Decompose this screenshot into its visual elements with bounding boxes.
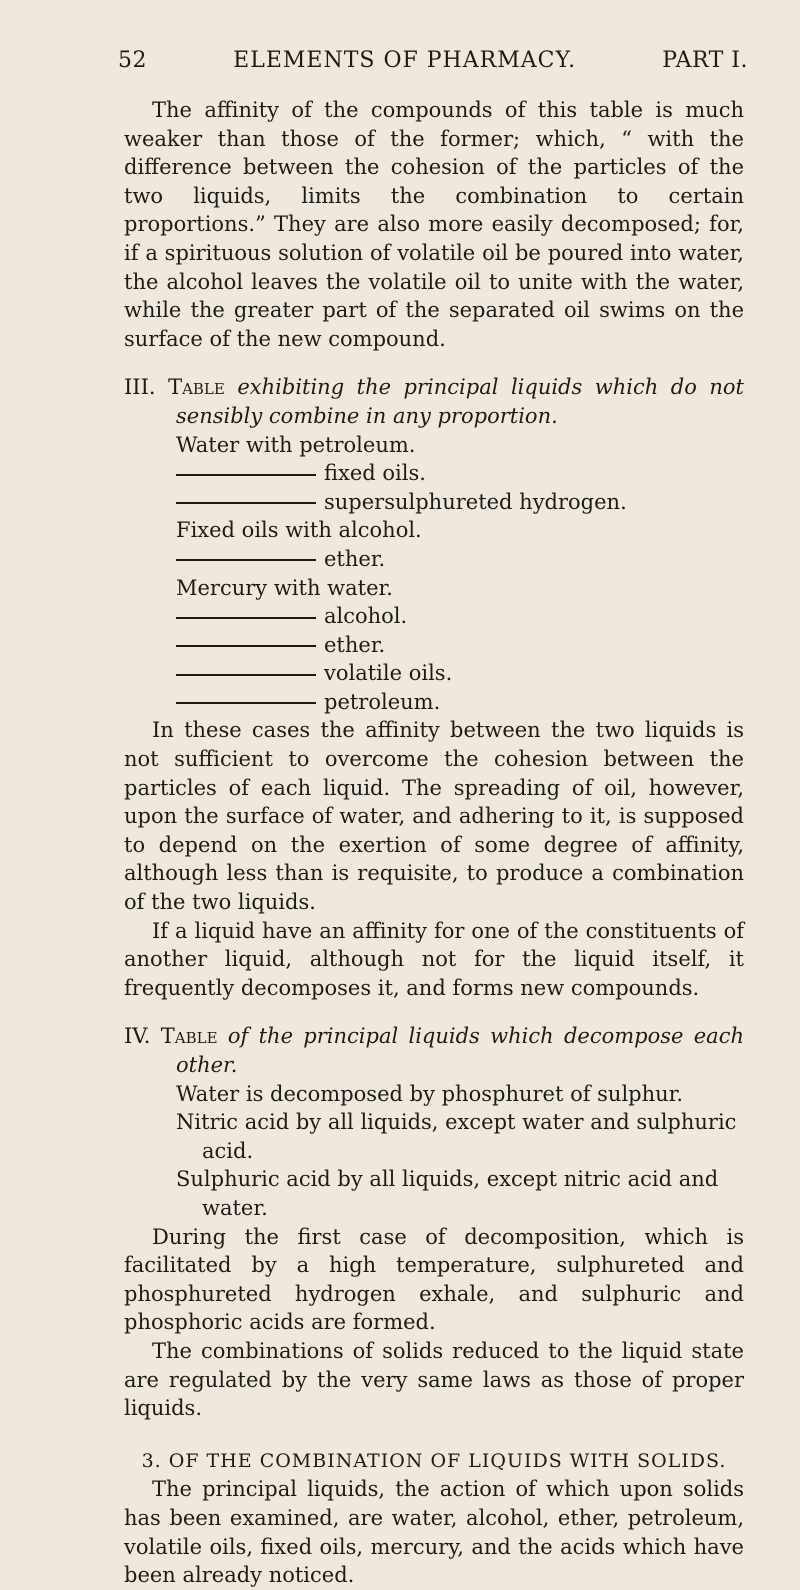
table-iii-item <box>176 431 744 460</box>
table-iii-item-text: supersulphureted hydrogen. <box>324 489 627 514</box>
table-iii-item <box>176 488 744 517</box>
table-iv-heading <box>124 1022 744 1079</box>
part-label: PART I. <box>662 48 748 73</box>
ditto-rule <box>176 502 316 504</box>
table-iii-item <box>176 574 744 603</box>
paragraph-decomposition: During the first case of decomposition, which is facilitated by a high temperature, sulphureted and phosphureted hydrogen exhale, and sulphuric and phosphoric acids are formed. <box>124 1224 744 1335</box>
table-iii-item <box>176 459 744 488</box>
table-iii-heading <box>124 373 744 430</box>
table-iii-item <box>176 659 744 688</box>
table-iii-item-text: petroleum. <box>324 689 441 714</box>
table-iv-item: Sulphuric acid by all liquids, except nitric acid and water. <box>176 1167 719 1220</box>
table-iii-item <box>176 631 744 660</box>
paragraph-affinity: The affinity of the compounds of this table is much weaker than those of the former; which, “ with the difference between the cohesion of the particles of the two liquids, limits the combination to certain proportions.” They are also more easily decomposed; for, if a spirituous solution of volatile oil be poured into water, the alcohol leaves the volatile oil to unite with the water, while the greater part of the separated oil swims on the surface of the new compound. <box>124 98 744 351</box>
table-iii-label: III. Table <box>124 375 225 400</box>
table-iii-item <box>176 688 744 717</box>
table-iii-item-text: Mercury with water. <box>176 575 393 600</box>
section-3-heading: 3. OF THE COMBINATION OF LIQUIDS WITH SOLIDS. <box>141 1449 727 1472</box>
paragraph-cohesion: In these cases the affinity between the two liquids is not sufficient to overcome the cohesion between the particles of each liquid. The spreading of oil, however, upon the surface of water, and adhering to it, is supposed to depend on the exertion of some degree of affinity, although less than is requisite, to produce a combination of the two liquids. <box>124 718 744 915</box>
table-iii-item-text: Fixed oils with alcohol. <box>176 518 422 543</box>
table-iii-item-text: Water with petroleum. <box>176 432 416 457</box>
table-iv-caption: of the principal liquids which decompose each other. <box>176 1024 744 1077</box>
paragraph-solids: The combinations of solids reduced to the liquid state are regulated by the very same laws as those of proper liquids. <box>124 1338 744 1421</box>
ditto-rule <box>176 559 316 561</box>
ditto-rule <box>176 645 316 647</box>
running-header <box>118 48 748 73</box>
table-iv-item: Water is decomposed by phosphuret of sulphur. <box>176 1081 684 1106</box>
paragraph-principal-liquids: The principal liquids, the action of which upon solids has been examined, are water, alcohol, ether, petroleum, volatile oils, fixed oils, mercury, and the acids which have been already noticed. <box>124 1477 744 1588</box>
table-iii-item-text: fixed oils. <box>324 461 426 486</box>
table-iv-list <box>176 1080 744 1223</box>
ditto-rule <box>176 702 316 704</box>
table-iv-item: Nitric acid by all liquids, except water and sulphuric acid. <box>176 1110 737 1163</box>
table-iii-item-text: volatile oils. <box>324 661 453 686</box>
table-iii-caption: exhibiting the principal liquids which do not sensibly combine in any proportion. <box>176 375 744 428</box>
table-iii-item <box>176 602 744 631</box>
table-iii-item-text: ether. <box>324 632 386 657</box>
table-iii-item-text: alcohol. <box>324 604 408 629</box>
page-body <box>124 96 744 1590</box>
table-iii-item <box>176 516 744 545</box>
paragraph-decomposes: If a liquid have an affinity for one of the constituents of another liquid, although not for the liquid itself, it frequently decomposes it, and forms new compounds. <box>124 918 744 1000</box>
ditto-rule <box>176 474 316 476</box>
ditto-rule <box>176 617 316 619</box>
table-iii-list <box>176 431 744 717</box>
table-iv-label: IV. Table <box>124 1024 218 1049</box>
table-iii-item-text: ether. <box>324 546 386 571</box>
page-number: 52 <box>118 48 147 73</box>
table-iii-item <box>176 545 744 574</box>
ditto-rule <box>176 674 316 676</box>
running-title: ELEMENTS OF PHARMACY. <box>233 48 577 73</box>
